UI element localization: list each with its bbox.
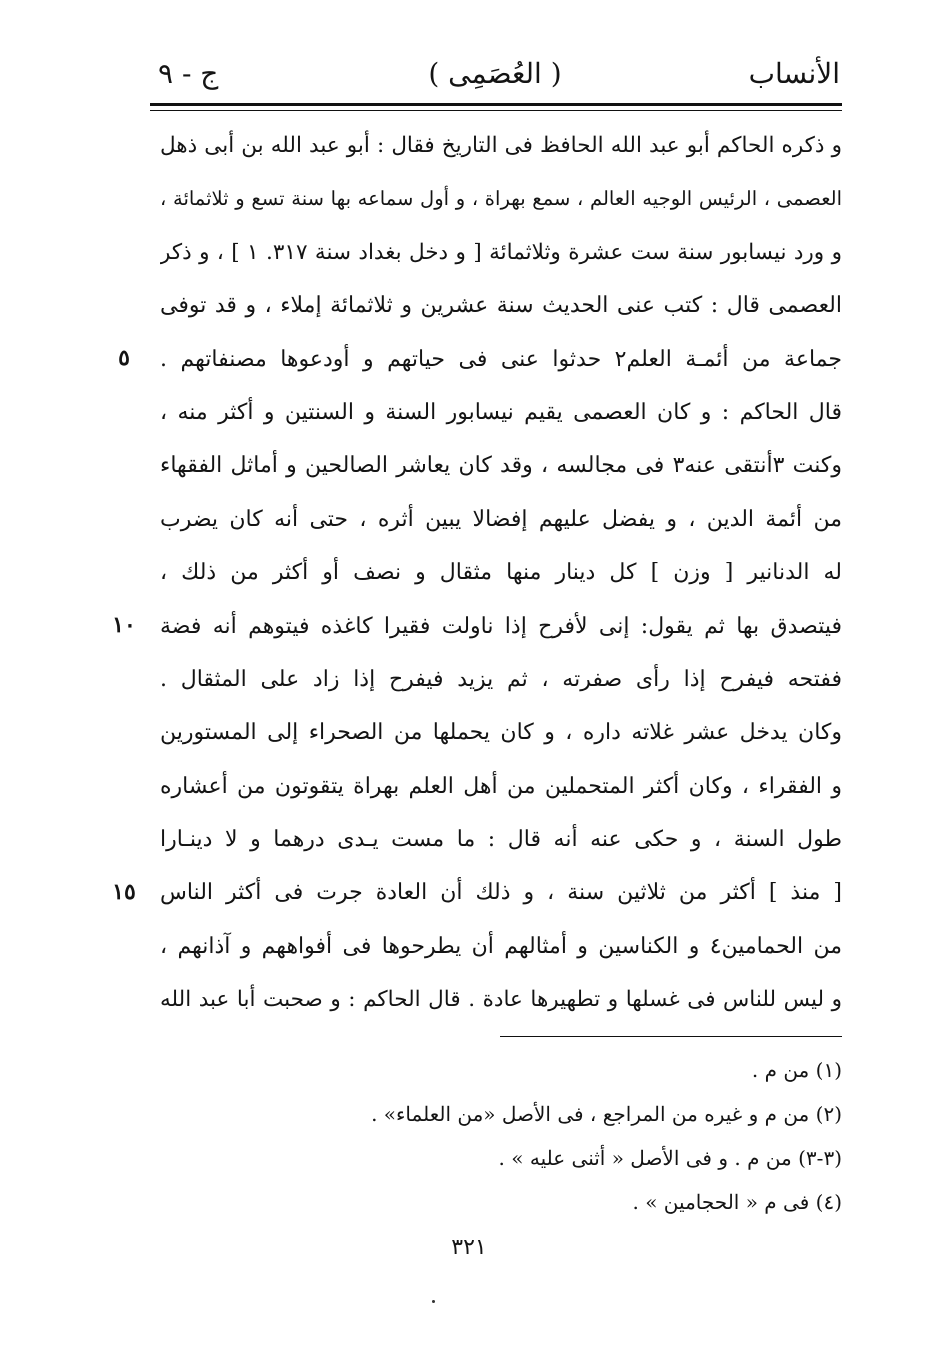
text-line: فيتصدق بها ثم يقول: إنى لأفرح إذا ناولت فقيرا كاغذه فيتوهم أنه فضة bbox=[160, 613, 842, 639]
running-header bbox=[150, 50, 840, 100]
main-text bbox=[160, 119, 842, 1027]
print-speck bbox=[432, 1300, 435, 1303]
line-number-10: ١٠ bbox=[112, 612, 136, 638]
line-number-5: ٥ bbox=[118, 345, 130, 371]
text-line: ففتحه فيفرح إذا رأى صفرته ، ثم يزيد فيفرح إذا زاد على المثقال . bbox=[160, 666, 842, 692]
footnotes bbox=[142, 1048, 842, 1224]
text-line: و ورد نيسابور سنة ست عشرة وثلاثمائة [ و دخل بغداد سنة ٣١٧. ١ ] ، و ذكر bbox=[160, 239, 842, 265]
header-entry-title: ( العُصَمِى ) bbox=[428, 57, 562, 90]
text-line: و الفقراء ، وكان أكثر المتحملين من أهل العلم بهراة يتقوتون من أعشاره bbox=[160, 773, 842, 799]
header-volume: ج - ٩ bbox=[158, 57, 219, 90]
text-line: له الدنانير [ وزن ] كل دينار منها مثقال و نصف أو أكثر من ذلك ، bbox=[160, 560, 842, 586]
text-line: و ليس للناس فى غسلها و تطهيرها عادة . قال الحاكم : و صحبت أبا عبد الله bbox=[160, 987, 842, 1013]
text-line: وكان يدخل عشر غلاته داره ، و كان يحملها من الصحراء إلى المستورين bbox=[160, 720, 842, 746]
text-line: وكنت ٣أنتقى عنه٣ فى مجالسه ، وقد كان يعاشر الصالحين و أماثل الفقهاء bbox=[160, 453, 842, 479]
text-line: قال الحاكم : و كان العصمى يقيم نيسابور السنة و السنتين و أكثر منه ، bbox=[160, 399, 842, 425]
footnote-separator bbox=[500, 1036, 842, 1037]
header-rule-thin bbox=[150, 110, 842, 111]
text-line: من أئمة الدين ، و يفضل عليهم إفضالا يبين أثره ، حتى أنه كان يضرب bbox=[160, 506, 842, 532]
footnote: (٣-٣) من م . و فى الأصل « أثنى عليه » . bbox=[498, 1146, 842, 1170]
text-line: من الحمامين٤ و الكناسين و أمثالهم أن يطرحوها فى أفواههم و آذانهم ، bbox=[160, 933, 842, 959]
header-rule-thick bbox=[150, 103, 842, 106]
text-line: و ذكره الحاكم أبو عبد الله الحافظ فى التاريخ فقال : أبو عبد الله بن أبى ذهل bbox=[160, 133, 842, 158]
text-line: العصمى قال : كتب عنى الحديث سنة عشرين و ثلاثمائة إملاء ، و قد توفى bbox=[160, 293, 842, 319]
text-line: طول السنة ، و حكى عنه أنه قال : ما مست يـدى درهما و لا دينـارا bbox=[160, 827, 842, 853]
footnote: (٢) من م و غيره من المراجع ، فى الأصل «من العلماء» . bbox=[371, 1102, 842, 1126]
footnote: (٤) فى م « الحجامين » . bbox=[632, 1190, 842, 1214]
text-line: العصمى ، الرئيس الوجيه العالم ، سمع بهراة ، و أول سماعه بها سنة تسع و ثلاثمائة ، bbox=[160, 187, 842, 211]
line-number-15: ١٥ bbox=[112, 879, 136, 905]
page-number: ٣٢١ bbox=[451, 1235, 487, 1260]
footnote: (١) من م . bbox=[751, 1058, 842, 1082]
header-section-title: الأنساب bbox=[748, 57, 840, 90]
text-line: جماعة من أئمـة العلم٢ حدثوا عنى فى حياتهم و أودعوها مصنفاتهم . bbox=[160, 346, 842, 372]
text-line: [ منذ ] أكثر من ثلاثين سنة ، و ذلك أن العادة جرت فى أكثر الناس bbox=[160, 880, 842, 906]
